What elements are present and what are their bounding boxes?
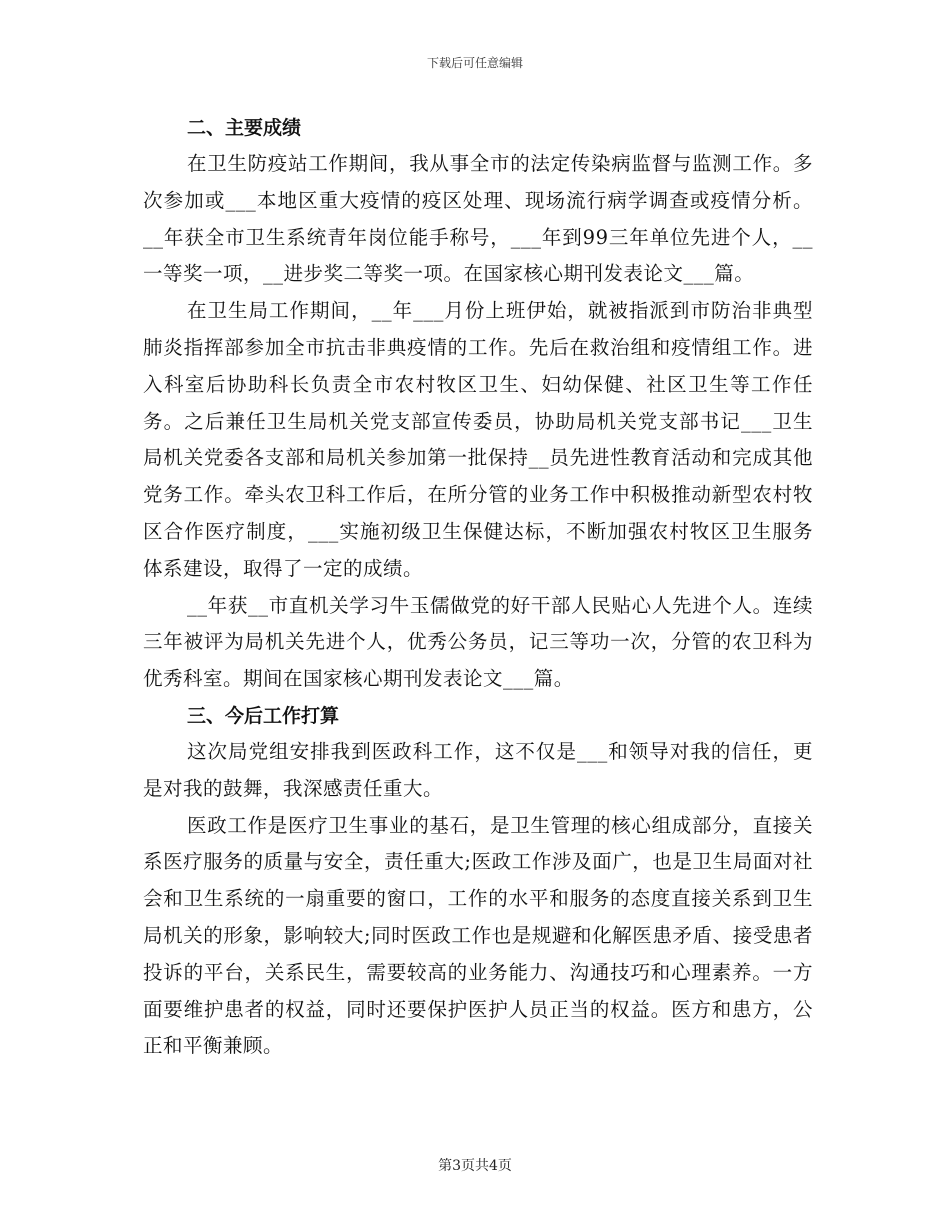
- paragraph: __年获__市直机关学习牛玉儒做党的好干部人民贴心人先进个人。连续三年被评为局机关先进个人，优秀公务员，记三等功一次，分管的农卫科为优秀科室。期间在国家核心期刊发表论文___篇。: [143, 593, 813, 691]
- page-number-footer: 第3页共4页: [438, 1158, 512, 1174]
- paragraph: 在卫生局工作期间，__年___月份上班伊始，就被指派到市防治非典型肺炎指挥部参加全市抗击非典疫情的工作。先后在救治组和疫情组工作。进入科室后协助科长负责全市农村牧区卫生、妇幼保健、社区卫生等工作任务。之后兼任卫生局机关党支部宣传委员，协助局机关党支部书记___卫生局机关党委各支部和局机关参加第一批保持__员先进性教育活动和完成其他党务工作。牵头农卫科工作后，在所分管的业务工作中积极推动新型农村牧区合作医疗制度，___实施初级卫生保健达标，不断加强农村牧区卫生服务体系建设，取得了一定的成绩。: [143, 299, 813, 580]
- paragraph: 这次局党组安排我到医政科工作，这不仅是___和领导对我的信任，更是对我的鼓舞，我深感责任重大。: [143, 739, 813, 800]
- page-header-note: 下载后可任意编辑: [426, 56, 523, 70]
- document-body: [143, 110, 813, 1065]
- section-future-plans: [143, 698, 813, 1065]
- section-heading: 二、主要成绩: [187, 117, 302, 139]
- paragraph: 医政工作是医疗卫生事业的基石，是卫生管理的核心组成部分，直接关系医疗服务的质量与安全，责任重大;医政工作涉及面广，也是卫生局面对社会和卫生系统的一扇重要的窗口，工作的水平和服务的态度直接关系到卫生局机关的形象，影响较大;同时医政工作也是规避和化解医患矛盾、接受患者投诉的平台，关系民生，需要较高的业务能力、沟通技巧和心理素养。一方面要维护患者的权益，同时还要保护医护人员正当的权益。医方和患方，公正和平衡兼顾。: [143, 813, 813, 1058]
- section-main-achievements: [143, 110, 813, 698]
- section-heading: 三、今后工作打算: [187, 704, 340, 727]
- paragraph: 在卫生防疫站工作期间，我从事全市的法定传染病监督与监测工作。多次参加或___本地区重大疫情的疫区处理、现场流行病学调查或疫情分析。__年获全市卫生系统青年岗位能手称号，___年到99三年单位先进个人，__一等奖一项，__进步奖二等奖一项。在国家核心期刊发表论文___篇。: [143, 152, 813, 286]
